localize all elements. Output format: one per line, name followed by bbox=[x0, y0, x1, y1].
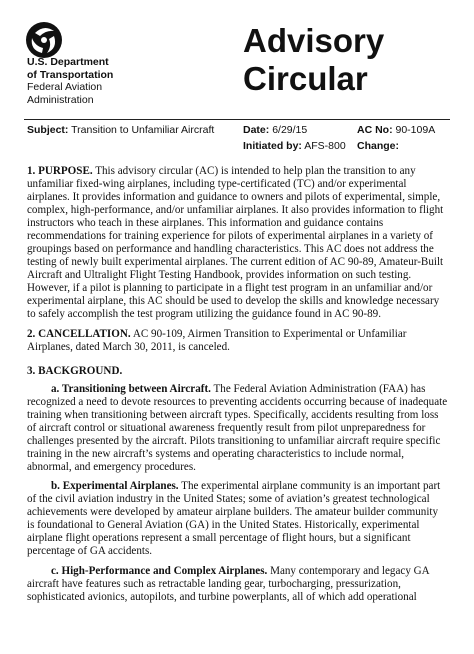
date-value: 6/29/15 bbox=[272, 124, 308, 136]
subject-value: Transition to Unfamiliar Aircraft bbox=[71, 124, 215, 136]
subsection-a bbox=[27, 383, 448, 474]
agency-block bbox=[27, 56, 113, 106]
agency-line-2: Administration bbox=[27, 93, 94, 106]
subject-field bbox=[27, 124, 214, 137]
header-divider bbox=[24, 119, 450, 120]
subsection-c-heading: c. High-Performance and Complex Airplanes. bbox=[51, 565, 268, 577]
background-heading: 3. BACKGROUND. bbox=[27, 365, 123, 377]
date-label: Date: bbox=[243, 124, 270, 136]
subsection-b-heading: b. Experimental Airplanes. bbox=[51, 480, 179, 492]
agency-line-1: Federal Aviation bbox=[27, 81, 103, 93]
purpose-heading: 1. PURPOSE. bbox=[27, 165, 93, 177]
subject-label: Subject: bbox=[27, 124, 69, 136]
title-line-1: Advisory bbox=[243, 22, 385, 59]
initiated-by-field bbox=[243, 140, 346, 153]
change-field bbox=[357, 140, 399, 153]
department-line-2: of Transportation bbox=[27, 68, 114, 81]
date-field bbox=[243, 124, 307, 137]
subsection-b bbox=[27, 480, 448, 558]
ac-number-field bbox=[357, 124, 435, 137]
subsection-a-text: The Federal Aviation Administration (FAA) has recognized a need to devote resources to preventing accidents occurring because of inadequate training when transitioning between aircraft types. Specifically, accidents resulting from loss of aircraft control or situational awareness frequently result from pilot unpreparedness for challenges presented by the aircraft. Pilots transitioning to unfamiliar aircraft require specific training in the new aircraft’s systems and operating characteristics to include normal, abnormal, and emergency procedures. bbox=[27, 383, 448, 473]
purpose-text: This advisory circular (AC) is intended to help plan the transition to any unfamiliar fixed-wing airplanes, including type-certificated (TC) and/or experimental airplanes. It provides information and guidance to owners and pilots of experimental, simple, complex, high-performance, and/or unfamiliar airplanes. It also provides information to flight instructors who teach in these airplanes. This information and guidance contains recommendations for training experience for pilots of experimental airplanes in a variety of groupings based on performance and handling characteristics. This AC does not address the testing of newly built experimental airplanes. The current edition of AC 90-89, Amateur-Built Aircraft and Ultralight Flight Testing Handbook, provides information on such testing. However, if a pilot is planning to participate in a flight test program in an unfamiliar and/or experimental airplane, this AC should be used to develop the skills and knowledge necessary to safely accomplish the test program utilizing the guidance found in AC 90-89. bbox=[27, 165, 444, 320]
ac-number-value: 90-109A bbox=[395, 124, 436, 136]
initiated-by-value: AFS-800 bbox=[304, 140, 346, 152]
change-label: Change: bbox=[357, 140, 399, 152]
department-line-1: U.S. Department bbox=[27, 56, 109, 68]
section-background bbox=[27, 365, 448, 378]
title-line-2: Circular bbox=[243, 60, 368, 97]
dot-triskelion-logo bbox=[24, 20, 64, 60]
subsection-c-text: Many contemporary and legacy GA aircraft have features such as retractable landing gear, turbocharging, pressurization, sophisticated avionics, autopilots, and turbine powerplants, all of which add operational bbox=[27, 565, 430, 603]
ac-number-label: AC No: bbox=[357, 124, 393, 136]
cancellation-heading: 2. CANCELLATION. bbox=[27, 328, 131, 340]
subsection-b-text: The experimental airplane community is an important part of the civil aviation industry in the United States; some of aviation’s greatest technological achievements were developed by amateur airplane builders. The amateur builder community is foundational to General Aviation (GA) in the United States. Historically, experimental airplane flight operations represent a small percentage of flight hours, but a significant percentage of GA accidents. bbox=[27, 480, 441, 557]
initiated-by-label: Initiated by: bbox=[243, 140, 302, 152]
cancellation-text: AC 90-109, Airmen Transition to Experimental or Unfamiliar Airplanes, dated March 30, 2011, is canceled. bbox=[27, 328, 407, 353]
section-purpose bbox=[27, 165, 448, 321]
section-cancellation bbox=[27, 328, 448, 354]
document-title bbox=[243, 22, 384, 98]
subsection-a-heading: a. Transitioning between Aircraft. bbox=[51, 383, 211, 395]
subsection-c bbox=[27, 565, 448, 604]
